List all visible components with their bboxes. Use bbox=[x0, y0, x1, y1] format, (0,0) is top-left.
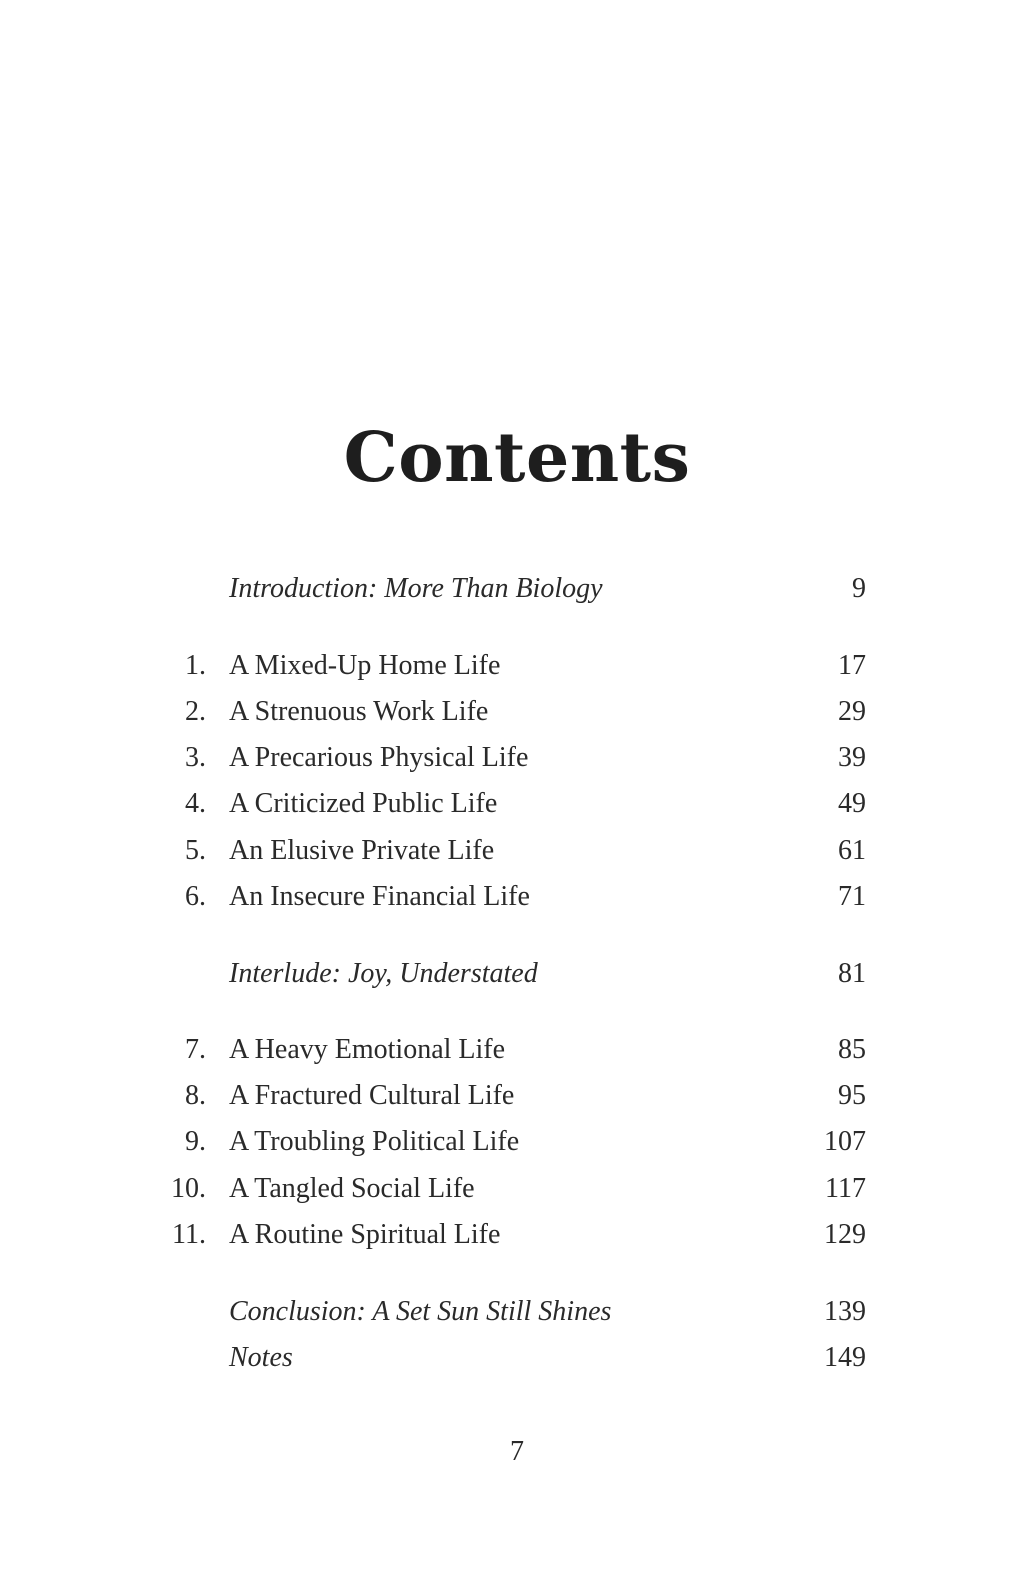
toc-entry-title: A Fractured Cultural Life bbox=[229, 1080, 515, 1111]
toc-entry-title: A Tangled Social Life bbox=[229, 1173, 475, 1204]
toc-entry-notes bbox=[0, 1338, 1034, 1378]
toc-entry-number: 5. bbox=[185, 835, 206, 866]
toc-entry-page: 17 bbox=[838, 650, 866, 681]
toc-entry-page: 71 bbox=[838, 881, 866, 912]
toc-entry-page: 85 bbox=[838, 1034, 866, 1065]
page-number: 7 bbox=[510, 1436, 524, 1467]
toc-entry-number: 9. bbox=[185, 1126, 206, 1157]
toc-entry-page: 81 bbox=[838, 958, 866, 989]
toc-entry-number: 4. bbox=[185, 788, 206, 819]
toc-entry-conclusion bbox=[0, 1292, 1034, 1332]
toc-entry-title: An Insecure Financial Life bbox=[229, 881, 530, 912]
toc-entry-page: 49 bbox=[838, 788, 866, 819]
toc-entry-title: A Troubling Political Life bbox=[229, 1126, 520, 1157]
toc-entry-title: Notes bbox=[229, 1342, 293, 1373]
toc-entry-number: 3. bbox=[185, 742, 206, 773]
toc-entry-chapter-6 bbox=[0, 877, 1034, 917]
toc-entry-title: A Precarious Physical Life bbox=[229, 742, 529, 773]
toc-entry-interlude bbox=[0, 954, 1034, 994]
toc-entry-chapter-11 bbox=[0, 1215, 1034, 1255]
toc-entry-title: Interlude: Joy, Understated bbox=[229, 958, 538, 989]
toc-entry-page: 9 bbox=[852, 573, 866, 604]
toc-entry-number: 11. bbox=[172, 1219, 206, 1250]
toc-entry-title: A Routine Spiritual Life bbox=[229, 1219, 501, 1250]
toc-entry-number: 8. bbox=[185, 1080, 206, 1111]
page-title: Contents bbox=[343, 417, 691, 498]
toc-entry-page: 139 bbox=[824, 1296, 866, 1327]
toc-entry-chapter-8 bbox=[0, 1076, 1034, 1116]
toc-entry-chapter-3 bbox=[0, 738, 1034, 778]
toc-entry-title: An Elusive Private Life bbox=[229, 835, 495, 866]
toc-entry-page: 61 bbox=[838, 835, 866, 866]
toc-entry-page: 129 bbox=[824, 1219, 866, 1250]
toc-entry-title: A Strenuous Work Life bbox=[229, 696, 489, 727]
toc-entry-title: A Heavy Emotional Life bbox=[229, 1034, 506, 1065]
toc-entry-page: 107 bbox=[824, 1126, 866, 1157]
toc-entry-title: A Mixed-Up Home Life bbox=[229, 650, 501, 681]
toc-entry-chapter-9 bbox=[0, 1122, 1034, 1162]
toc-entry-title: Introduction: More Than Biology bbox=[229, 573, 603, 604]
toc-entry-chapter-7 bbox=[0, 1030, 1034, 1070]
toc-entry-number: 2. bbox=[185, 696, 206, 727]
toc-entry-chapter-10 bbox=[0, 1169, 1034, 1209]
toc-entry-page: 149 bbox=[824, 1342, 866, 1373]
toc-entry-chapter-2 bbox=[0, 692, 1034, 732]
toc-entry-number: 7. bbox=[185, 1034, 206, 1065]
toc-entry-title: A Criticized Public Life bbox=[229, 788, 498, 819]
toc-entry-number: 10. bbox=[171, 1173, 206, 1204]
toc-entry-page: 29 bbox=[838, 696, 866, 727]
toc-entry-page: 39 bbox=[838, 742, 866, 773]
toc-entry-introduction bbox=[0, 569, 1034, 609]
toc-entry-title: Conclusion: A Set Sun Still Shines bbox=[229, 1296, 612, 1327]
toc-entry-page: 95 bbox=[838, 1080, 866, 1111]
toc-entry-page: 117 bbox=[825, 1173, 866, 1204]
toc-entry-chapter-1 bbox=[0, 646, 1034, 686]
toc-entry-chapter-5 bbox=[0, 831, 1034, 871]
toc-entry-chapter-4 bbox=[0, 784, 1034, 824]
toc-entry-number: 6. bbox=[185, 881, 206, 912]
toc-entry-number: 1. bbox=[185, 650, 206, 681]
